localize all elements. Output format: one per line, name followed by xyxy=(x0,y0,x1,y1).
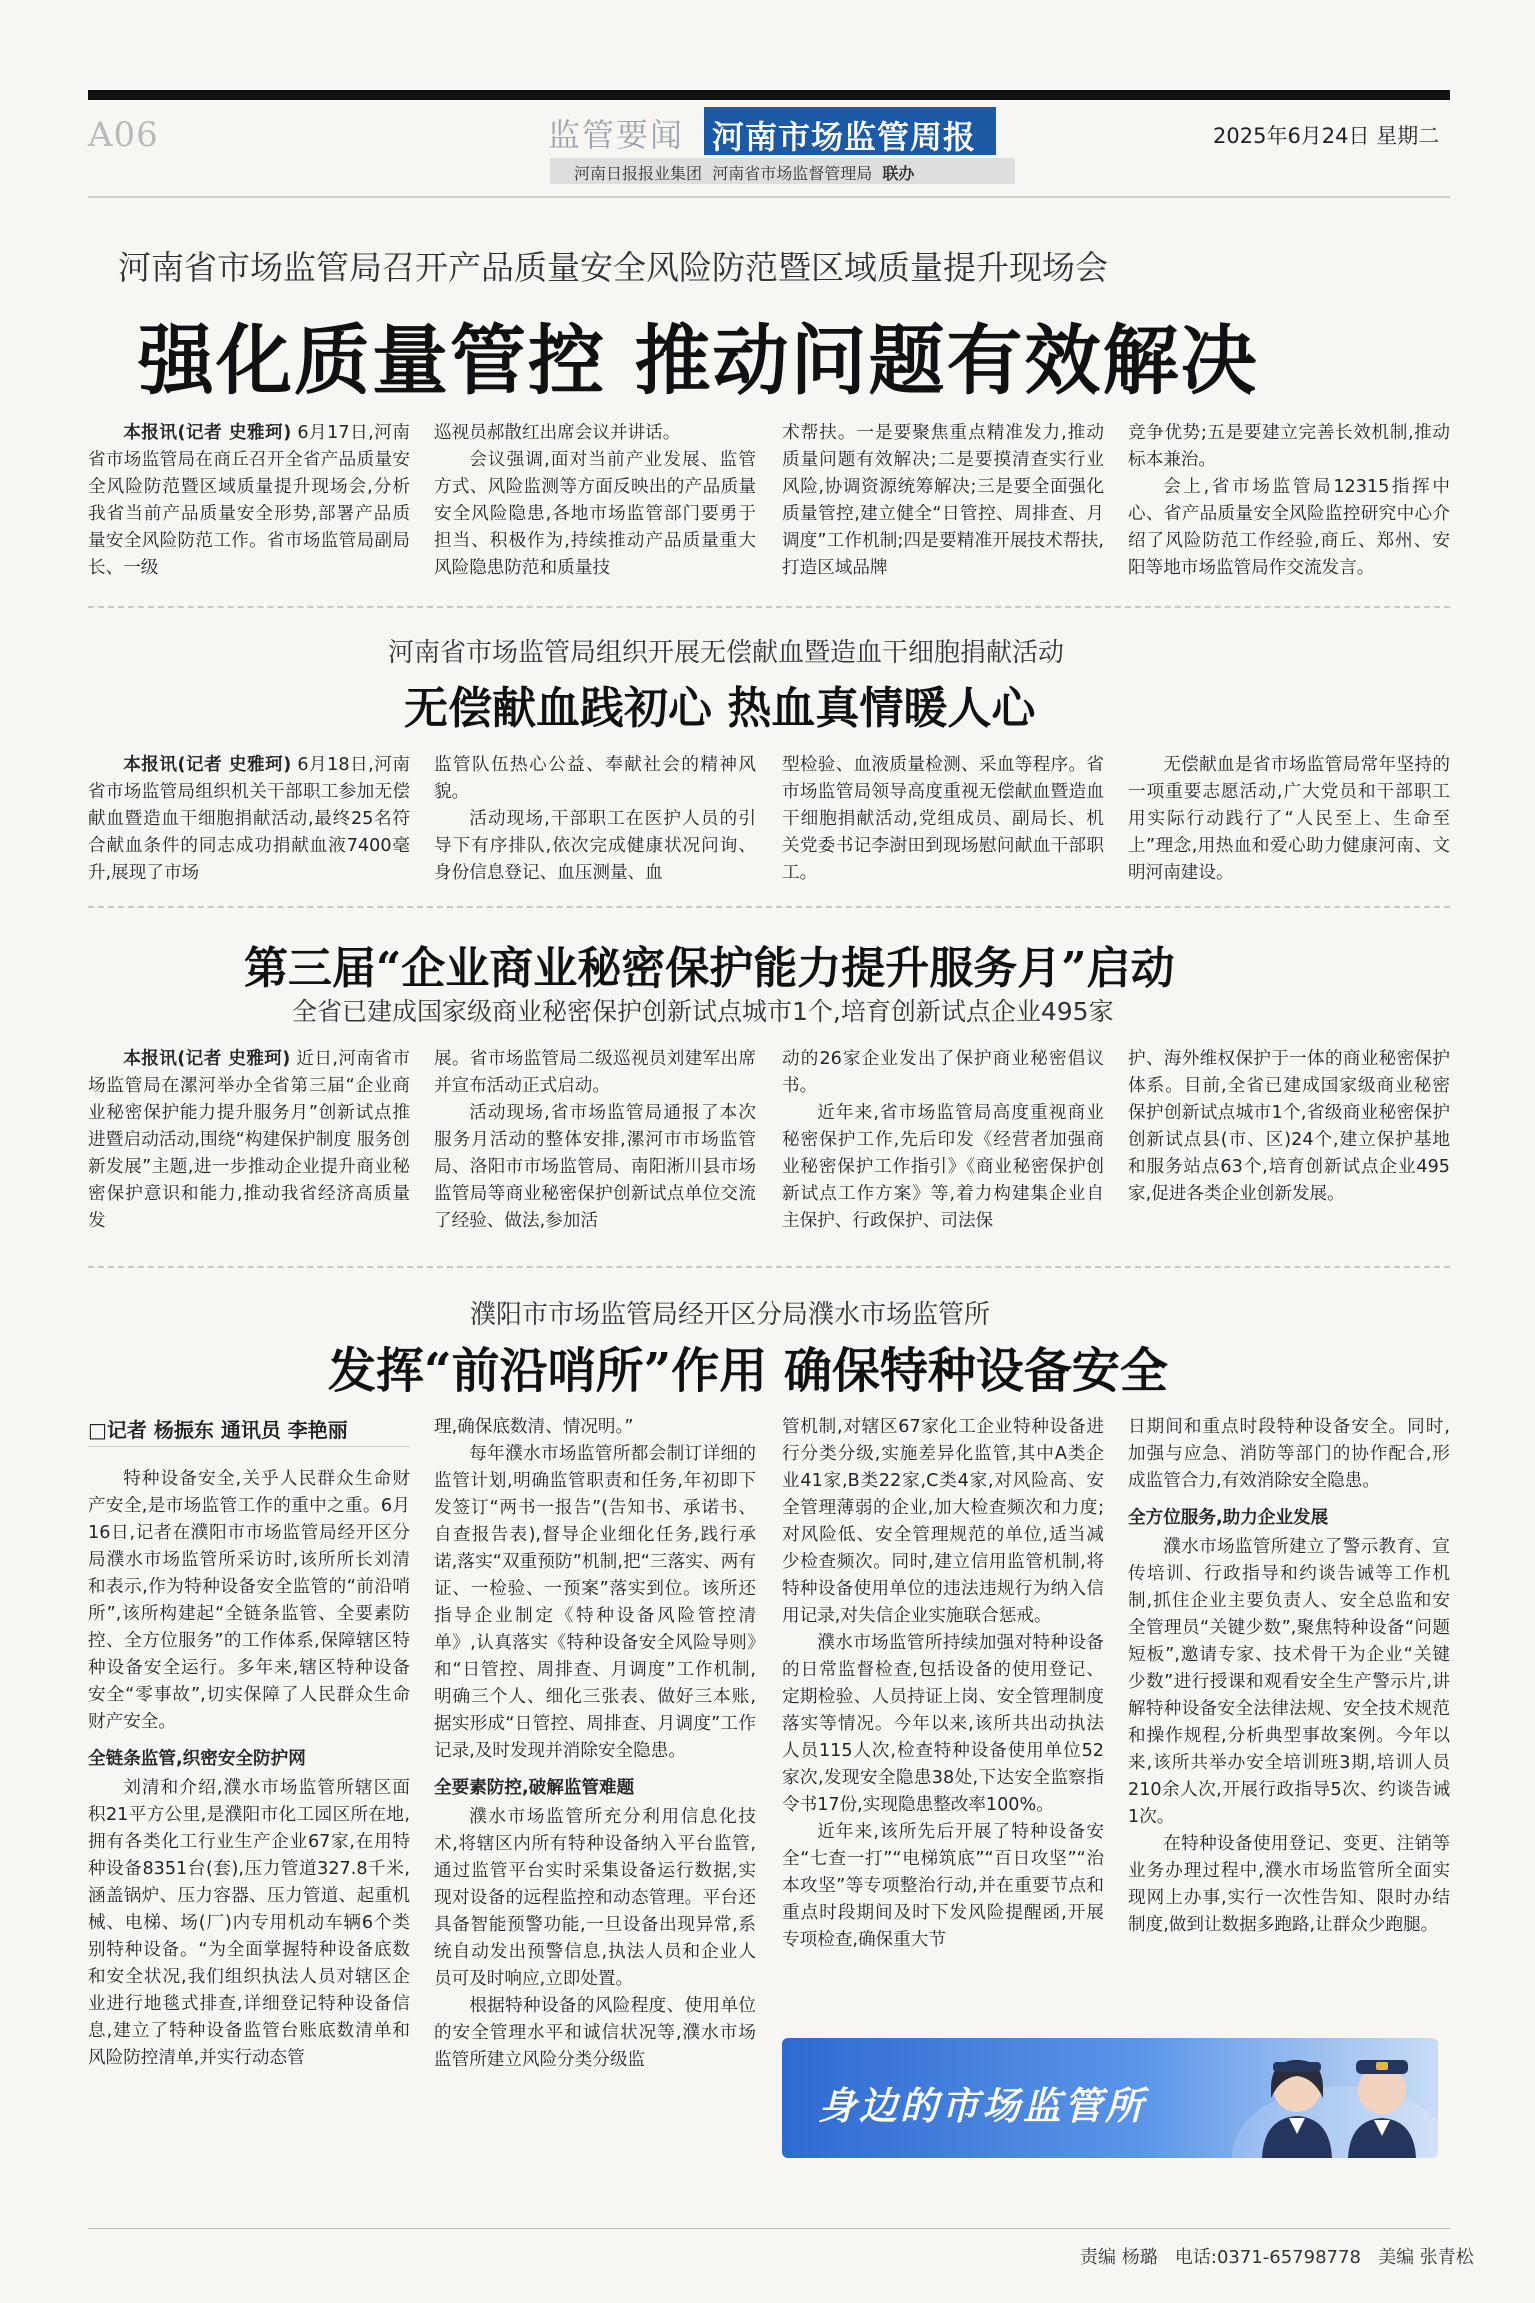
article2-col3-text: 型检验、血液质量检测、采血等程序。省市场监管局领导高度重视无偿献血暨造血干细胞捐献活动,党组成员、副局长、机关党委书记李澍田到现场慰问献血干部职工。 xyxy=(782,755,1104,883)
masthead-divider xyxy=(88,196,1450,198)
article1-col4-p2: 会上,省市场监管局12315指挥中心、省产品质量安全风险监控研究中心介绍了风险防范工作经验,商丘、郑州、安阳等地市场监管局作交流发言。 xyxy=(1128,477,1450,578)
issue-date: 2025年6月24日 星期二 xyxy=(1213,124,1440,148)
article4-col1-subhead: 全链条监管,织密安全防护网 xyxy=(88,1749,306,1769)
article4-col3-p3: 近年来,该所先后开展了特种设备安全“七查一打”“电梯筑底”“百日攻坚”“治本攻坚”等专项整治行动,并在重要节点和重点时段期间及时下发风险提醒函,开展专项检查,确保重大节 xyxy=(782,1822,1104,1950)
masthead-rule xyxy=(88,90,1450,100)
co-org-2: 河南省市场监督管理局 xyxy=(712,164,873,183)
article4-col4 xyxy=(1128,1414,1450,1939)
footer-rule xyxy=(88,2228,1450,2229)
article3-headline: 第三届“企业商业秘密保护能力提升服务月”启动 xyxy=(244,943,1175,994)
article1-col2-p1: 巡视员郝散红出席会议并讲话。 xyxy=(434,423,681,443)
footer-editor: 责编 杨璐 xyxy=(1080,2247,1158,2268)
page-number: A06 xyxy=(88,115,159,155)
article3-col3 xyxy=(782,1046,1104,1235)
article1-kicker: 河南省市场监管局召开产品质量安全风险防范暨区域质量提升现场会 xyxy=(118,248,1108,287)
article2-kicker: 河南省市场监管局组织开展无偿献血暨造血干细胞捐献活动 xyxy=(388,638,1065,668)
article3-lead: 本报讯(记者 史雅珂) xyxy=(123,1049,291,1069)
article4-col3-p2: 濮水市场监管所持续加强对特种设备的日常监督检查,包括设备的使用登记、定期检验、人员持证上岗、安全管理制度落实等情况。今年以来,该所共出动执法人员115人次,检查特种设备使用单位52家次,发现安全隐患38处,下达安全监察指令书17份,实现隐患整改率100%。 xyxy=(782,1633,1104,1815)
article4-col3 xyxy=(782,1414,1104,1954)
article3-col2-p2: 活动现场,省市场监管局通报了本次服务月活动的整体安排,漯河市市场监管局、洛阳市市场监管局、南阳淅川县市场监管局等商业秘密保护创新试点单位交流了经验、做法,参加活 xyxy=(434,1103,756,1231)
article2-lead: 本报讯(记者 史雅珂) xyxy=(123,755,292,775)
article3-col2 xyxy=(434,1046,756,1235)
article4-col2-p1: 理,确保底数清、情况明。” xyxy=(434,1417,634,1437)
article2-col2-p2: 活动现场,干部职工在医护人员的引导下有序排队,依次完成健康状况问询、身份信息登记、血压测量、血 xyxy=(434,809,756,883)
article4-col2 xyxy=(434,1414,756,2074)
article4-col4-p1: 日期间和重点时段特种设备安全。同时,加强与应急、消防等部门的协作配合,形成监管合力,有效消除安全隐患。 xyxy=(1128,1417,1450,1491)
separator-2 xyxy=(88,906,1450,908)
article2-col1-text: 6月18日,河南省市场监管局组织机关干部职工参加无偿献血暨造血干细胞捐献活动,最终25名符合献血条件的同志成功捐献血液7400毫升,展现了市场 xyxy=(88,755,410,883)
article3-col2-p1: 展。省市场监管局二级巡视员刘建军出席并宣布活动正式启动。 xyxy=(434,1049,756,1096)
co-org-1: 河南日报报业集团 xyxy=(574,164,703,183)
article2-col1 xyxy=(88,752,410,887)
article4-col1-p2: 刘清和介绍,濮水市场监管所辖区面积21平方公里,是濮阳市化工园区所在地,拥有各类化工行业生产企业67家,在用特种设备8351台(套),压力管道327.8千米,涵盖锅炉、压力容器、压力管道、起重机械、电梯、场(厂)内专用机动车辆6个类别特种设备。“为全面掌握特种设备底数和安全状况,我们组织执法人员对辖区企业进行地毯式排查,详细登记特种设备信息,建立了特种设备监管台账底数清单和风险防控清单,并实行动态管 xyxy=(88,1778,410,2068)
article4-col2-p2: 每年濮水市场监管所都会制订详细的监管计划,明确监管职责和任务,年初即下发签订“两书一报告”(告知书、承诺书、自查报告表),督导企业细化任务,践行承诺,落实“双重预防”机制,把“三落实、两有证、一检验、一预案”落实到位。该所还指导企业制定《特种设备风险管控清单》,认真落实《特种设备安全风险导则》和“日管控、周排查、月调度”工作机制,明确三个人、细化三张表、做好三本账,据实形成“日管控、周排查、月调度”工作记录,及时发现并消除安全隐患。 xyxy=(434,1444,756,1761)
article1-col2 xyxy=(434,420,756,582)
article3-col1 xyxy=(88,1046,410,1235)
article2-col2-p1: 监管队伍热心公益、奉献社会的精神风貌。 xyxy=(434,755,756,802)
article4-col2-p4: 根据特种设备的风险程度、使用单位的安全管理水平和诚信状况等,濮水市场监管所建立风险分类分级监 xyxy=(434,1996,756,2070)
footer-phone: 电话:0371-65798778 xyxy=(1174,2247,1361,2268)
footer-credits xyxy=(1080,2243,1474,2269)
article4-col3-p1: 管机制,对辖区67家化工企业特种设备进行分类分级,实施差异化监管,其中A类企业41家,B类22家,C类4家,对风险高、安全管理薄弱的企业,加大检查频次和力度;对风险低、安全管理规范的单位,适当减少检查频次。同时,建立信用监管机制,将特种设备使用单位的违法违规行为纳入信用记录,对失信企业实施联合惩戒。 xyxy=(782,1417,1104,1626)
footer-art-editor: 美编 张青松 xyxy=(1378,2247,1474,2268)
article4-col4-p2: 濮水市场监管所建立了警示教育、宣传培训、行政指导和约谈告诫等工作机制,抓住企业主要负责人、安全总监和安全管理员“关键少数”,聚焦特种设备“问题短板”,邀请专家、技术骨干为企业“关键少数”进行授课和观看安全生产警示片,讲解特种设备安全法律法规、安全技术规范和操作规程,分析典型事故案例。今年以来,该所共举办安全培训班3期,培训人员210余人次,开展行政指导5次、约谈告诫1次。 xyxy=(1128,1537,1450,1827)
article4-col4-subhead: 全方位服务,助力企业发展 xyxy=(1128,1508,1329,1528)
article4-col2-subhead: 全要素防控,破解监管难题 xyxy=(434,1778,635,1798)
article1-col3-text: 术帮扶。一是要聚焦重点精准发力,推动质量问题有效解决;二是要摸清查实行业风险,协调资源统筹解决;三是要全面强化质量管控,建立健全“日管控、周排查、月调度”工作机制;四是要精准开展技术帮扶,打造区域品牌 xyxy=(782,423,1104,578)
article1-col2-p2: 会议强调,面对当前产业发展、监管方式、风险监测等方面反映出的产品质量安全风险隐患,各地市场监管部门要勇于担当、积极作为,持续推动产品质量重大风险隐患防范和质量技 xyxy=(434,450,756,578)
article4-col4-p3: 在特种设备使用登记、变更、注销等业务办理过程中,濮水市场监管所全面实现网上办事,实行一次性告知、限时办结制度,做到让数据多跑路,让群众少跑腿。 xyxy=(1128,1834,1450,1935)
article1-col1-text: 6月17日,河南省市场监管局在商丘召开全省产品质量安全风险防范暨区域质量提升现场会,分析我省当前产品质量安全形势,部署产品质量安全风险防范工作。省市场监管局副局长、一级 xyxy=(88,423,410,578)
article2-col3 xyxy=(782,752,1104,887)
article1-col3 xyxy=(782,420,1104,582)
article4-col1-p1: 特种设备安全,关乎人民群众生命财产安全,是市场监管工作的重中之重。6月16日,记者在濮阳市市场监管局经开区分局濮水市场监管所采访时,该所所长刘清和表示,作为特种设备安全监管的“前沿哨所”,该所构建起“全链条监管、全要素防控、全方位服务”的工作体系,保障辖区特种设备安全运行。多年来,辖区特种设备安全“零事故”,切实保障了人民群众生命财产安全。 xyxy=(88,1469,410,1732)
article4-headline: 发挥“前沿哨所”作用 确保特种设备安全 xyxy=(328,1343,1168,1399)
article4-byline: □记者 杨振东 通讯员 李艳丽 xyxy=(88,1418,348,1442)
article2-headline: 无偿献血践初心 热血真情暖人心 xyxy=(404,683,1036,734)
brand-title: 河南市场监管周报 xyxy=(712,118,977,156)
article3-subtitle: 全省已建成国家级商业秘密保护创新试点城市1个,培育创新试点企业495家 xyxy=(292,997,1114,1026)
article4-kicker: 濮阳市市场监管局经开区分局濮水市场监管所 xyxy=(470,1300,991,1330)
article3-col3-p2: 近年来,省市场监管局高度重视商业秘密保护工作,先后印发《经营者加强商业秘密保护工作指引》《商业秘密保护创新试点工作方案》等,着力构建集企业自主保护、行政保护、司法保 xyxy=(782,1103,1104,1231)
byline-rule xyxy=(88,1446,410,1447)
banner-title: 身边的市场监管所 xyxy=(818,2084,1147,2128)
column-name: 监管要闻 xyxy=(548,116,685,154)
article4-col2-p3: 濮水市场监管所充分利用信息化技术,将辖区内所有特种设备纳入平台监管,通过监管平台实时采集设备运行数据,实现对设备的远程监控和动态管理。平台还具备智能预警功能,一旦设备出现异常,系统自动发出预警信息,执法人员和企业人员可及时响应,立即处置。 xyxy=(434,1807,756,1989)
article1-col1 xyxy=(88,420,410,582)
article1-col4 xyxy=(1128,420,1450,582)
article3-col4 xyxy=(1128,1046,1450,1208)
separator-3 xyxy=(88,1266,1450,1268)
article2-col4 xyxy=(1128,752,1450,887)
co-organizer-text xyxy=(574,161,914,184)
article3-col4-text: 护、海外维权保护于一体的商业秘密保护体系。目前,全省已建成国家级商业秘密保护创新试点城市1个,省级商业秘密保护创新试点县(市、区)24个,建立保护基地和服务站点63个,培育创新试点企业495家,促进各类企业创新发展。 xyxy=(1128,1049,1450,1204)
article2-col2 xyxy=(434,752,756,887)
article1-col4-p1: 竞争优势;五是要建立完善长效机制,推动标本兼治。 xyxy=(1128,423,1450,470)
article1-headline: 强化质量管控 推动问题有效解决 xyxy=(138,316,1259,405)
separator-1 xyxy=(88,606,1450,608)
article3-col3-p1: 动的26家企业发出了保护商业秘密倡议书。 xyxy=(782,1049,1104,1096)
article1-lead: 本报讯(记者 史雅珂) xyxy=(123,423,292,443)
article3-col1-text: 近日,河南省市场监管局在漯河举办全省第三届“企业商业秘密保护能力提升服务月”创新试点推进暨启动活动,围绕“构建保护制度 服务创新发展”主题,进一步推动企业提升商业秘密保护意识和能力,推动我省经济高质量发 xyxy=(88,1049,410,1231)
article2-col4-text: 无偿献血是省市场监管局常年坚持的一项重要志愿活动,广大党员和干部职工用实际行动践行了“人民至上、生命至上”理念,用热血和爱心助力健康河南、文明河南建设。 xyxy=(1128,755,1450,883)
co-label: 联办 xyxy=(882,164,915,183)
article4-col1 xyxy=(88,1466,410,2072)
